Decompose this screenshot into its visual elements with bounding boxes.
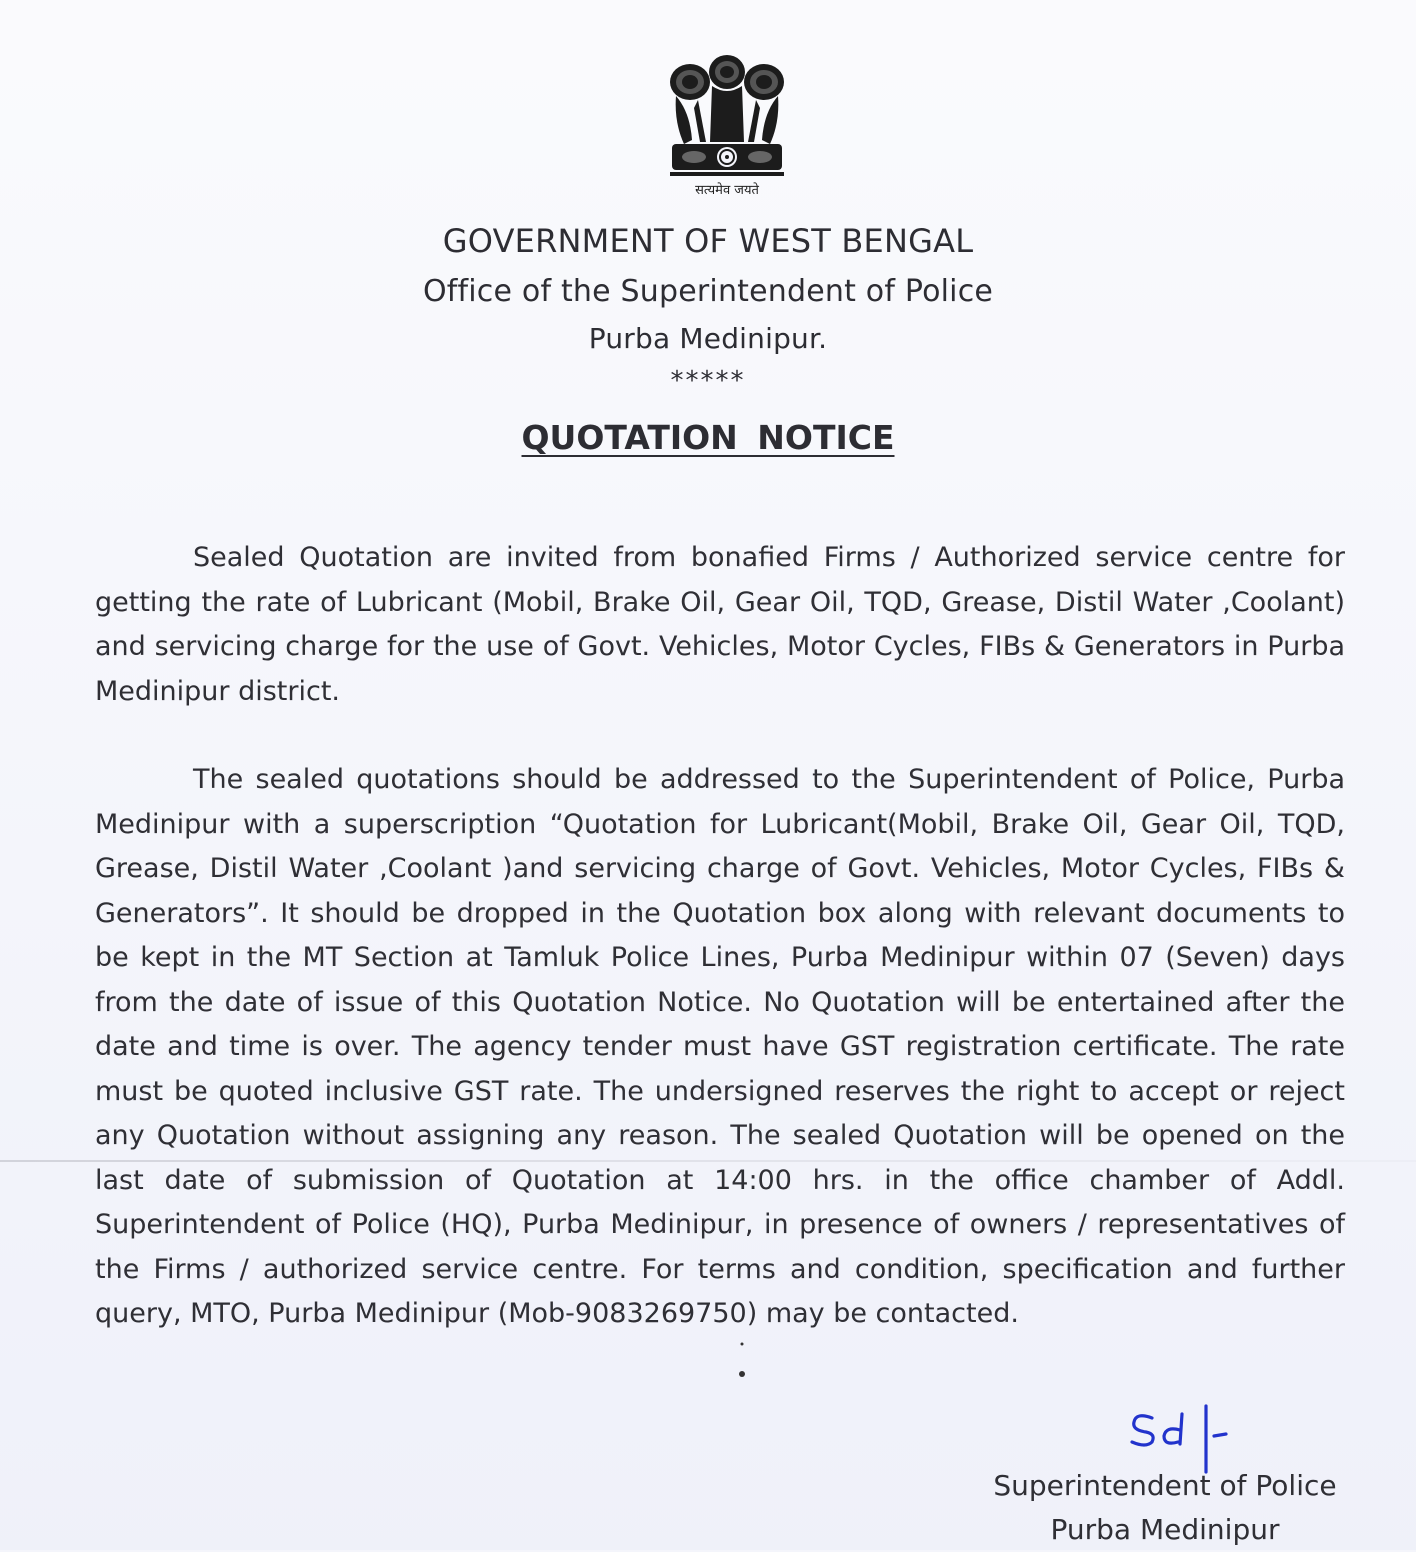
notice-paragraph-2: The sealed quotations should be addressed to the Superintendent of Police, Purba Medinipur with a superscription “Quotation for Lubricant(Mobil, Brake Oil, Gear Oil, TQD, Grease, Distil Water ,Coolant )and servicing charge of Govt. Vehicles, Motor Cycles, FIBs & Generators”. It should be dropped in the Quotation box along with relevant documents to be kept in the MT Section at Tamluk Police Lines, Purba Medinipur within 07 (Seven) days from the date of issue of this Quotation Notice. No Quotation will be entertained after the date and time is over. The agency tender must have GST registration certificate. The rate must be quoted inclusive GST rate. The undersigned reserves the right to accept or reject any Quotation without assigning any reason. The sealed Quotation will be opened on the last date of submission of Quotation at 14:00 hrs. in the office chamber of Addl. Superintendent of Police (HQ), Purba Medinipur, in presence of owners / representatives of the Firms / authorized service centre. For terms and condition, specification and further query, MTO, Purba Medinipur (Mob-9083269750) may be contacted.	[95, 764, 1345, 1329]
signatory-district: Purba Medinipur	[1050, 1513, 1280, 1546]
notice-title	[0, 418, 1416, 457]
district-name: Purba Medinipur.	[588, 322, 828, 355]
signatory-designation: Superintendent of Police	[993, 1469, 1337, 1502]
emblem-motto: सत्यमेव जयते	[695, 183, 759, 198]
office-name: Office of the Superintendent of Police	[422, 274, 994, 309]
header-separator: *****	[670, 366, 746, 396]
notice-paragraph-1: Sealed Quotation are invited from bonafied Firms / Authorized service centre for getting the rate of Lubricant (Mobil, Brake Oil, Gear Oil, TQD, Grease, Distil Water ,Coolant) and servicing charge for the use of Govt. Vehicles, Motor Cycles, FIBs & Generators in Purba Medinipur district.	[95, 542, 1345, 707]
stray-ink-dots	[736, 1340, 748, 1380]
government-title: GOVERNMENT OF WEST BENGAL	[442, 222, 974, 260]
notice-title-text: QUOTATION NOTICE	[521, 418, 895, 457]
signatory-block	[960, 1464, 1370, 1552]
